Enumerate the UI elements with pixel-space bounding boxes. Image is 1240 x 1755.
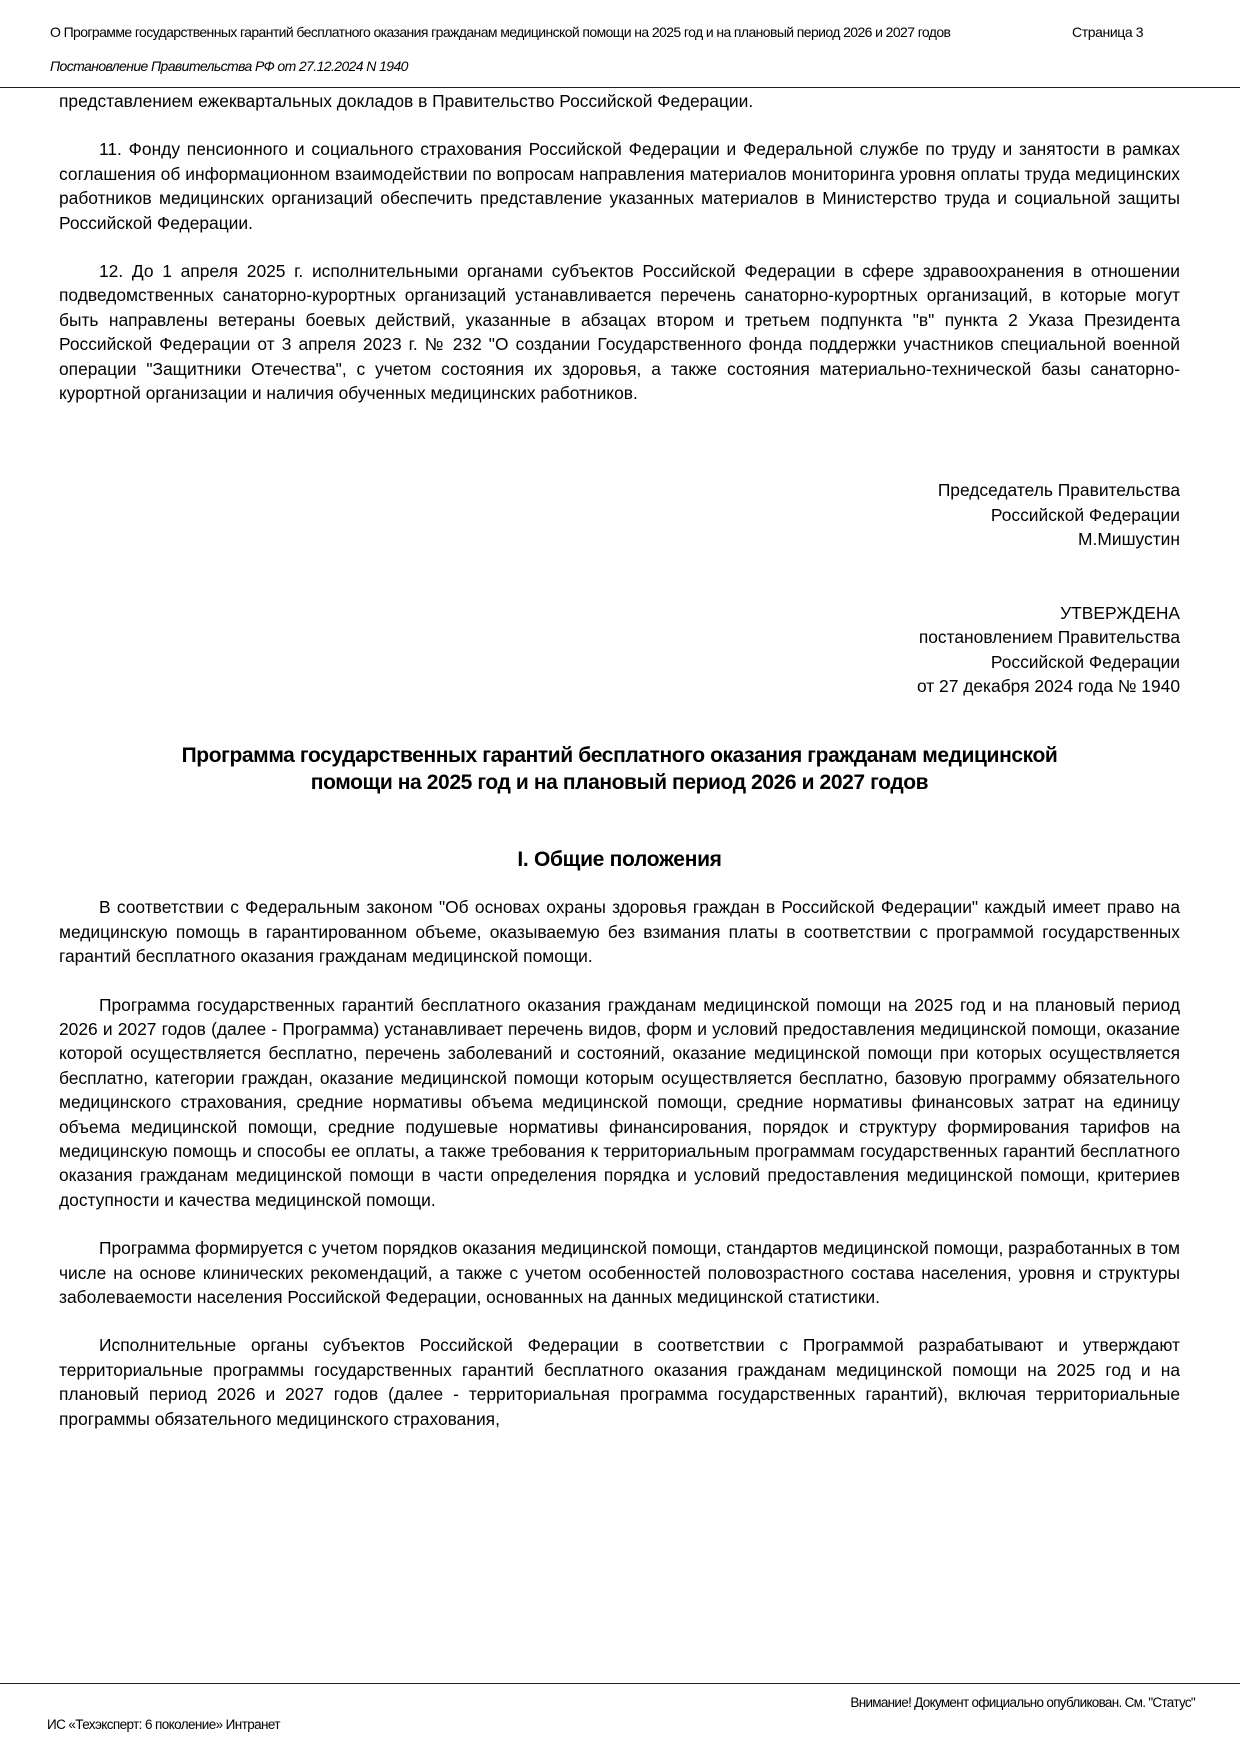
program-paragraph: Исполнительные органы субъектов Российской Федерации в соответствии с Программой разрабатывают и утверждают территориальные программы государственных гарантий бесплатного оказания гражданам медицинской помощи на 2025 год и на плановый период 2026 и 2027 годов (далее - территориальная программа государственных гарантий), включая территориальные программы обязательного медицинского страхования, (59, 1335, 1180, 1429)
approval-organization: Российской Федерации (990, 651, 1180, 672)
footer-divider (0, 1683, 1240, 1684)
program-title-line-1: Программа государственных гарантий бесплатного оказания гражданам медицинской (181, 744, 1058, 768)
source-system-label: ИС «Техэксперт: 6 поколение» Интранет (47, 1717, 280, 1732)
program-title-line-2: помощи на 2025 год и на плановый период 2026 и 2027 годов (310, 771, 929, 795)
program-title (59, 742, 1180, 796)
page-number: Страница 3 (1072, 24, 1144, 40)
approval-block (59, 601, 1180, 699)
continuation-paragraph: представлением ежеквартальных докладов в Правительство Российской Федерации. (59, 91, 754, 111)
item-11-paragraph: 11. Фонду пенсионного и социального страхования Российской Федерации и Федеральной службе по труду и занятости в рамках соглашения об информационном взаимодействии по вопросам направления материалов мониторинга уровня оплаты труда медицинских работников медицинских организаций обеспечить представление указанных материалов в Министерство труда и социальной защиты Российской Федерации. (59, 139, 1180, 233)
approval-status: УТВЕРЖДЕНА (1060, 602, 1180, 623)
program-paragraph: В соответствии с Федеральным законом "Об основах охраны здоровья граждан в Российской Федерации" каждый имеет право на медицинскую помощь в гарантированном объеме, оказываемую без взимания платы в соответствии с программой государственных гарантий бесплатного оказания гражданам медицинской помощи. (59, 897, 1180, 967)
item-12-paragraph: 12. До 1 апреля 2025 г. исполнительными органами субъектов Российской Федерации в сфере здравоохранения в отношении подведомственных санаторно-курортных организаций устанавливается перечень санаторно-курортных организаций, в которые могут быть направлены ветераны боевых действий, указанные в абзацах втором и третьем подпункта "в" пункта 2 Указа Президента Российской Федерации от 3 апреля 2023 г. № 232 "О создании Государственного фонда поддержки участников специальной военной операции "Защитники Отечества", с учетом состояния их здоровья, а также состояния материально-технической базы санаторно-курортной организации и наличия обученных медицинских работников. (59, 261, 1180, 404)
approval-by: постановлением Правительства (918, 627, 1180, 648)
signature-block (59, 478, 1180, 551)
program-paragraph: Программа государственных гарантий бесплатного оказания гражданам медицинской помощи на 2025 год и на плановый период 2026 и 2027 годов (далее - Программа) устанавливает перечень видов, форм и условий предоставления медицинской помощи, оказание которой осуществляется бесплатно, перечень заболеваний и состояний, оказание медицинской помощи при которых осуществляется бесплатно, категории граждан, оказание медицинской помощи которым осуществляется бесплатно, базовую программу обязательного медицинского страхования, средние нормативы объема медицинской помощи, средние нормативы финансовых затрат на единицу объема медицинской помощи, средние подушевые нормативы финансирования, порядок и структуру формирования тарифов на медицинскую помощь и способы ее оплаты, а также требования к территориальным программам государственных гарантий бесплатного оказания гражданам медицинской помощи в части определения порядка и условий предоставления медицинской помощи, критериев доступности и качества медицинской помощи. (59, 994, 1180, 1210)
publication-status-notice: Внимание! Документ официально опубликован. См. "Статус" (850, 1695, 1195, 1710)
program-paragraph: Программа формируется с учетом порядков оказания медицинской помощи, стандартов медицинской помощи, разработанных в том числе на основе клинических рекомендаций, а также с учетом особенностей половозрастного состава населения, уровня и структуры заболеваемости населения Российской Федерации, основанных на данных медицинской статистики. (59, 1238, 1180, 1307)
document-header-title: О Программе государственных гарантий бесплатного оказания гражданам медицинской помощи на 2025 год и на плановый период 2026 и 2027 годов (50, 24, 951, 40)
document-header-subtitle: Постановление Правительства РФ от 27.12.2024 N 1940 (50, 58, 408, 74)
approval-date: от 27 декабря 2024 года № 1940 (916, 675, 1180, 696)
document-body (59, 89, 1180, 1431)
section-title: I. Общие положения (517, 848, 722, 872)
signature-position: Председатель Правительства (937, 480, 1180, 501)
header-divider (0, 87, 1240, 88)
signature-name: М.Мишустин (1078, 529, 1180, 550)
signature-organization: Российской Федерации (990, 504, 1180, 525)
